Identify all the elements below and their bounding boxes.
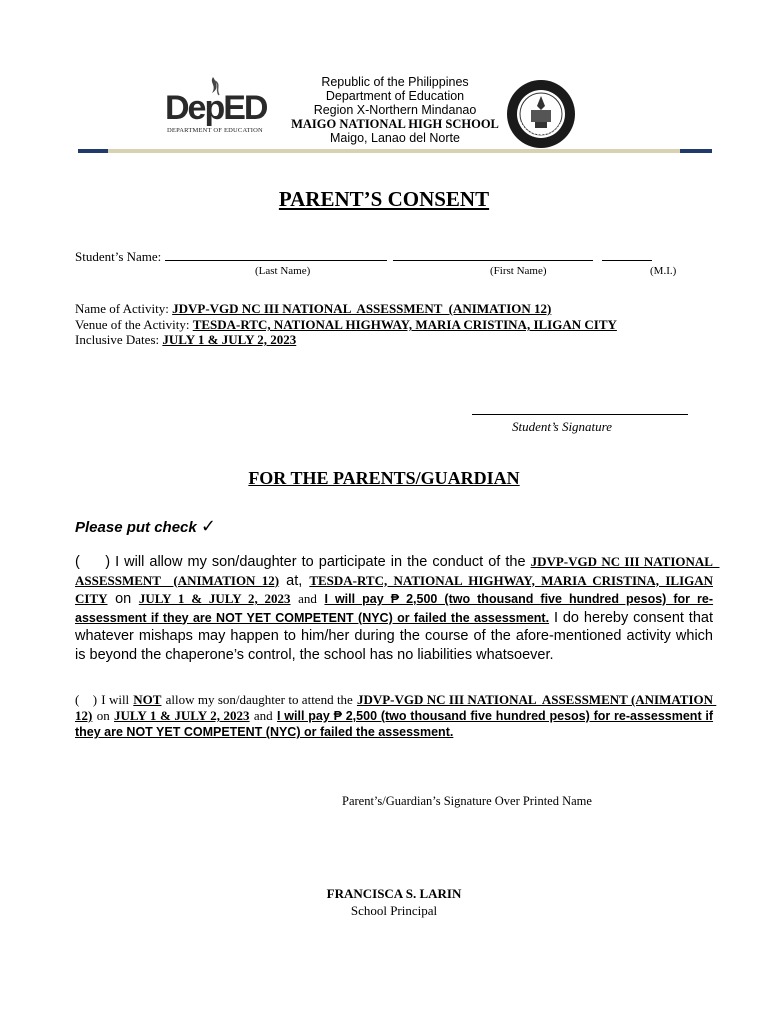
school-seal-icon [505, 78, 577, 150]
activity-dates-row [75, 332, 296, 348]
check-prompt-text: Please put check [75, 519, 197, 536]
principal-title: School Principal [350, 903, 438, 918]
option-not-activity: JDVP-VGD NC III NATIONAL ASSESSMENT (ANIMATION 12) [75, 692, 717, 723]
activity-venue-label: Venue of the Activity: [75, 317, 190, 332]
letterhead-location: Maigo, Lanao del Norte [330, 131, 460, 145]
parent-signature-caption: Parent’s/Guardian’s Signature Over Printed Name [342, 794, 592, 808]
option-not-text-1: I will [101, 692, 130, 707]
principal-name: FRANCISCA S. LARIN [326, 886, 462, 901]
deped-wordmark: DepED [165, 89, 267, 127]
option-allow-activity: JDVP-VGD NC III NATIONAL ASSESSMENT (ANIMATION 12) [75, 554, 720, 588]
parents-heading: FOR THE PARENTS/GUARDIAN [248, 468, 520, 488]
last-name-caption: (Last Name) [255, 265, 311, 277]
option-allow-consent-text: I do hereby consent that whatever mishaps may happen to him/her during the course of the afore-mentioned activity which is beyond the chaperone’s control, the school has no liabilities whatsoever. [75, 609, 713, 663]
letterhead-line1: Republic of the Philippines [321, 75, 469, 89]
mi-blank[interactable] [602, 250, 652, 261]
activity-venue-row [75, 317, 617, 333]
mi-caption: (M.I.) [650, 265, 677, 277]
option-not-text-2: allow my son/daughter to attend the [165, 692, 353, 707]
activity-name-label: Name of Activity: [75, 301, 169, 316]
activity-name-value: JDVP-VGD NC III NATIONAL ASSESSMENT (ANIMATION 12) [172, 301, 552, 316]
check-prompt [75, 516, 216, 537]
header-rule-accent-left [78, 149, 108, 153]
option-not-payment-note: I will pay ₱ 2,500 (two thousand five hundred pesos) for re-assessment if they are NOT YET COMPETENT (NYC) or failed the assessment. [75, 709, 714, 739]
activity-venue-value: TESDA-RTC, NATIONAL HIGHWAY, MARIA CRISTINA, ILIGAN CITY [192, 317, 617, 332]
activity-name-row [75, 301, 551, 317]
option-not-text-3: on [96, 708, 110, 723]
letterhead-school: MAIGO NATIONAL HIGH SCHOOL [291, 117, 499, 131]
option-not-checkbox[interactable]: ( ) [75, 692, 98, 707]
header-rule-accent-right [680, 149, 712, 153]
option-not-dates: JULY 1 & JULY 2, 2023 [114, 708, 250, 723]
option-allow-text-3: on [115, 591, 132, 607]
option-allow-text-2: at, [286, 572, 303, 589]
option-allow-text-4: and [298, 591, 317, 606]
option-allow-paragraph [75, 553, 720, 664]
student-name-label: Student’s Name: [75, 249, 162, 264]
student-signature-caption: Student’s Signature [511, 419, 613, 434]
student-signature-line[interactable] [472, 414, 688, 415]
letterhead-line3: Region X-Northern Mindanao [313, 103, 477, 117]
header-rule [78, 149, 712, 153]
letterhead [260, 75, 530, 145]
page-title: PARENT’S CONSENT [278, 187, 490, 211]
activity-dates-value: JULY 1 & JULY 2, 2023 [162, 332, 297, 347]
activity-dates-label: Inclusive Dates: [75, 332, 160, 347]
first-name-caption: (First Name) [490, 265, 547, 277]
last-name-blank[interactable] [165, 250, 387, 261]
deped-subtitle: DEPARTMENT OF EDUCATION [167, 127, 263, 134]
check-mark-icon: ✓ [200, 516, 216, 536]
option-allow-checkbox[interactable]: ( ) [75, 554, 111, 570]
first-name-blank[interactable] [393, 250, 593, 261]
option-allow-venue: TESDA-RTC, NATIONAL HIGHWAY, MARIA CRISTINA, ILIGAN CITY [75, 572, 714, 606]
option-not-emphasis: NOT [133, 692, 162, 707]
option-not-text-4: and [253, 708, 273, 723]
option-not-paragraph [75, 692, 717, 740]
option-allow-dates: JULY 1 & JULY 2, 2023 [138, 591, 291, 606]
letterhead-line2: Department of Education [325, 89, 465, 103]
student-name-row [75, 249, 652, 265]
option-allow-payment-note: I will pay ₱ 2,500 (two thousand five hundred pesos) for re-assessment if they are NOT YET COMPETENT (NYC) or failed the assessment. [75, 592, 714, 625]
option-allow-text-1: I will allow my son/daughter to participate in the conduct of the [115, 554, 526, 570]
deped-logo [163, 75, 267, 137]
